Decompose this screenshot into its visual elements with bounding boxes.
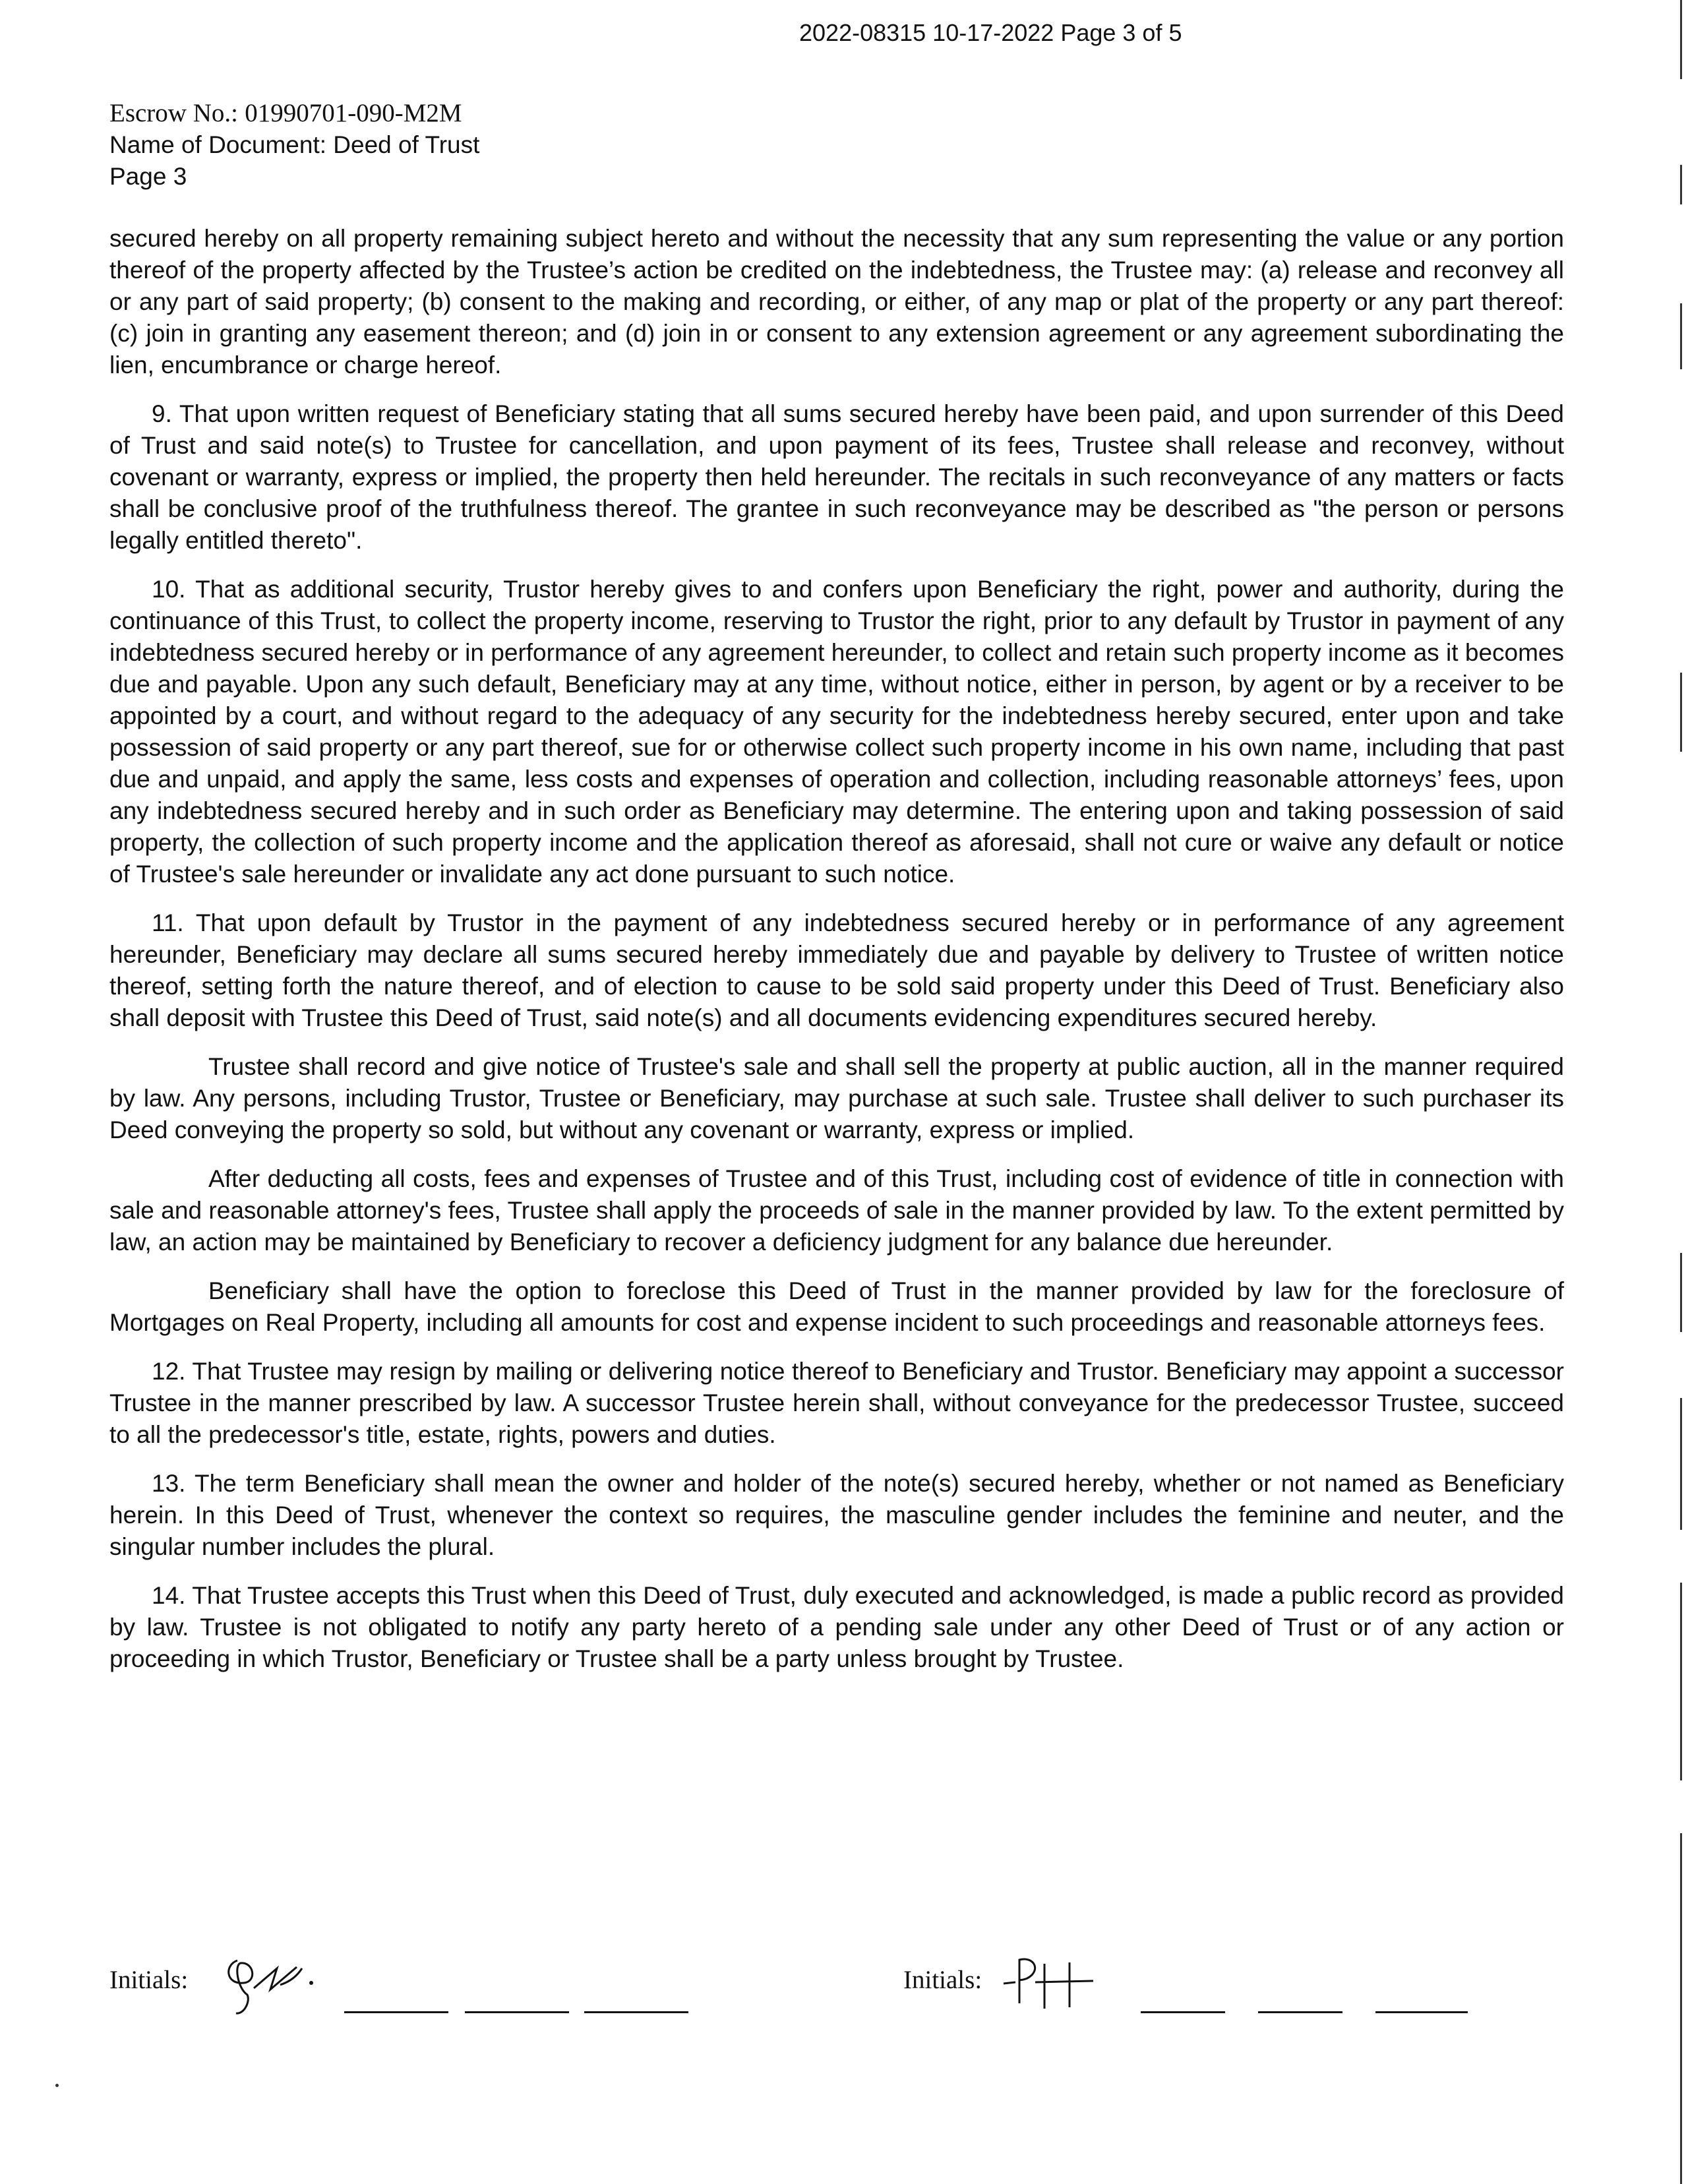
escrow-number: 01990701-090-M2M	[245, 99, 462, 127]
paragraph-trustee-sale: Trustee shall record and give notice of Trustee's sale and shall sell the property at public auction, all in the manner required by law. Any persons, including Trustor, Trustee or Beneficiary, may purchase at such sale. Trustee shall deliver to such purchaser its Deed conveying the property so sold, but without any covenant or warranty, express or implied.	[109, 1053, 1564, 1143]
document-body	[109, 223, 1564, 1692]
paragraph-9: 9. That upon written request of Beneficiary stating that all sums secured hereby have been paid, and upon surrender of this Deed of Trust and said note(s) to Trustee for cancellation, and upon payment of its fees, Trustee shall release and reconvey, without covenant or warranty, express or implied, the property then held hereunder. The recitals in such reconveyance of any matters or facts shall be conclusive proof of the truthfulness thereof. The grantee in such reconveyance may be described as "the person or persons legally entitled thereto".	[109, 400, 1564, 554]
document-header	[109, 98, 479, 193]
paragraph-continued: secured hereby on all property remaining subject hereto and without the necessity that any sum representing the value or any portion thereof of the property affected by the Trustee’s action be credited on the indebtedness, the Trustee may: (a) release and reconvey all or any part of said property; (b) consent to the making and recording, or either, of any map or plat of the property or any part thereof: (c) join in granting any easement thereon; and (d) join in or consent to any extension agreement or any agreement subordinating the lien, encumbrance or charge hereof.	[109, 225, 1564, 379]
scan-edge-mark	[1680, 1833, 1682, 2184]
escrow-number-line	[109, 98, 479, 129]
scan-edge-mark	[1680, 165, 1682, 204]
scan-edge-mark	[1680, 1583, 1682, 1780]
initials-line-right-2	[1258, 2011, 1342, 2013]
initials-line-left-2	[465, 2011, 569, 2013]
scan-edge-mark	[1680, 0, 1682, 79]
scan-speck	[55, 2084, 59, 2087]
initials-label-right: Initials:	[903, 1966, 982, 1994]
handwritten-initials-right	[1001, 1951, 1113, 2017]
initials-line-left-1	[344, 2011, 448, 2013]
scan-edge-mark	[1680, 673, 1682, 752]
initials-label-left: Initials:	[109, 1966, 189, 1994]
page-number: Page 3	[109, 163, 187, 190]
initials-line-right-1	[1141, 2011, 1225, 2013]
scan-edge-mark	[1680, 1253, 1682, 1332]
escrow-label: Escrow No.:	[109, 99, 238, 127]
paragraph-12: 12. That Trustee may resign by mailing or delivering notice thereof to Beneficiary and Trustor. Beneficiary may appoint a successor Trustee in the manner prescribed by law. A successor Trustee herein shall, without conveyance for the predecessor Trustee, succeed to all the predecessor's title, estate, rights, powers and duties.	[109, 1358, 1564, 1448]
paragraph-deducting-costs: After deducting all costs, fees and expenses of Trustee and of this Trust, including cost of evidence of title in connection with sale and reasonable attorney's fees, Trustee shall apply the proceeds of sale in the manner provided by law. To the extent permitted by law, an action may be maintained by Beneficiary to recover a deficiency judgment for any balance due hereunder.	[109, 1165, 1564, 1256]
handwritten-initials-left	[218, 1949, 330, 2021]
paragraph-10: 10. That as additional security, Trustor hereby gives to and confers upon Beneficiary the right, power and authority, during the continuance of this Trust, to collect the property income, reserving to Trustor the right, prior to any default by Trustor in payment of any indebtedness secured hereby or in performance of any agreement hereunder, to collect and retain such property income as it becomes due and payable. Upon any such default, Beneficiary may at any time, without notice, either in person, by agent or by a receiver to be appointed by a court, and without regard to the adequacy of any security for the indebtedness hereby secured, enter upon and take possession of said property or any part thereof, sue for or otherwise collect such property income in his own name, including that past due and unpaid, and apply the same, less costs and expenses of operation and collection, including reasonable attorneys’ fees, upon any indebtedness secured hereby and in such order as Beneficiary may determine. The entering upon and taking possession of said property, the collection of such property income and the application thereof as aforesaid, shall not cure or waive any default or notice of Trustee's sale hereunder or invalidate any act done pursuant to such notice.	[109, 576, 1564, 888]
paragraph-13: 13. The term Beneficiary shall mean the owner and holder of the note(s) secured hereby, whether or not named as Beneficiary herein. In this Deed of Trust, whenever the context so requires, the masculine gender includes the feminine and neuter, and the singular number includes the plural.	[109, 1470, 1564, 1560]
scan-edge-mark	[1680, 303, 1682, 369]
initials-line-left-3	[584, 2011, 688, 2013]
paragraph-11: 11. That upon default by Trustor in the payment of any indebtedness secured hereby or in performance of any agreement hereunder, Beneficiary may declare all sums secured hereby immediately due and payable by delivery to Trustee of written notice thereof, setting forth the nature thereof, and of election to cause to be sold said property under this Deed of Trust. Beneficiary also shall deposit with Trustee this Deed of Trust, said note(s) and all documents evidencing expenditures secured hereby.	[109, 909, 1564, 1031]
document-name: Name of Document: Deed of Trust	[109, 131, 480, 158]
paragraph-14: 14. That Trustee accepts this Trust when this Deed of Trust, duly executed and acknowledged, is made a public record as provided by law. Trustee is not obligated to notify any party hereto of a pending sale under any other Deed of Trust or of any action or proceeding in which Trustor, Beneficiary or Trustee shall be a party unless brought by Trustee.	[109, 1582, 1564, 1672]
initials-line-right-3	[1375, 2011, 1468, 2013]
paragraph-foreclose-option: Beneficiary shall have the option to foreclose this Deed of Trust in the manner provided by law for the foreclosure of Mortgages on Real Property, including all amounts for cost and expense incident to such proceedings and reasonable attorneys fees.	[109, 1277, 1564, 1336]
scan-edge-mark	[1680, 1398, 1682, 1530]
recording-stamp: 2022-08315 10-17-2022 Page 3 of 5	[799, 19, 1182, 46]
